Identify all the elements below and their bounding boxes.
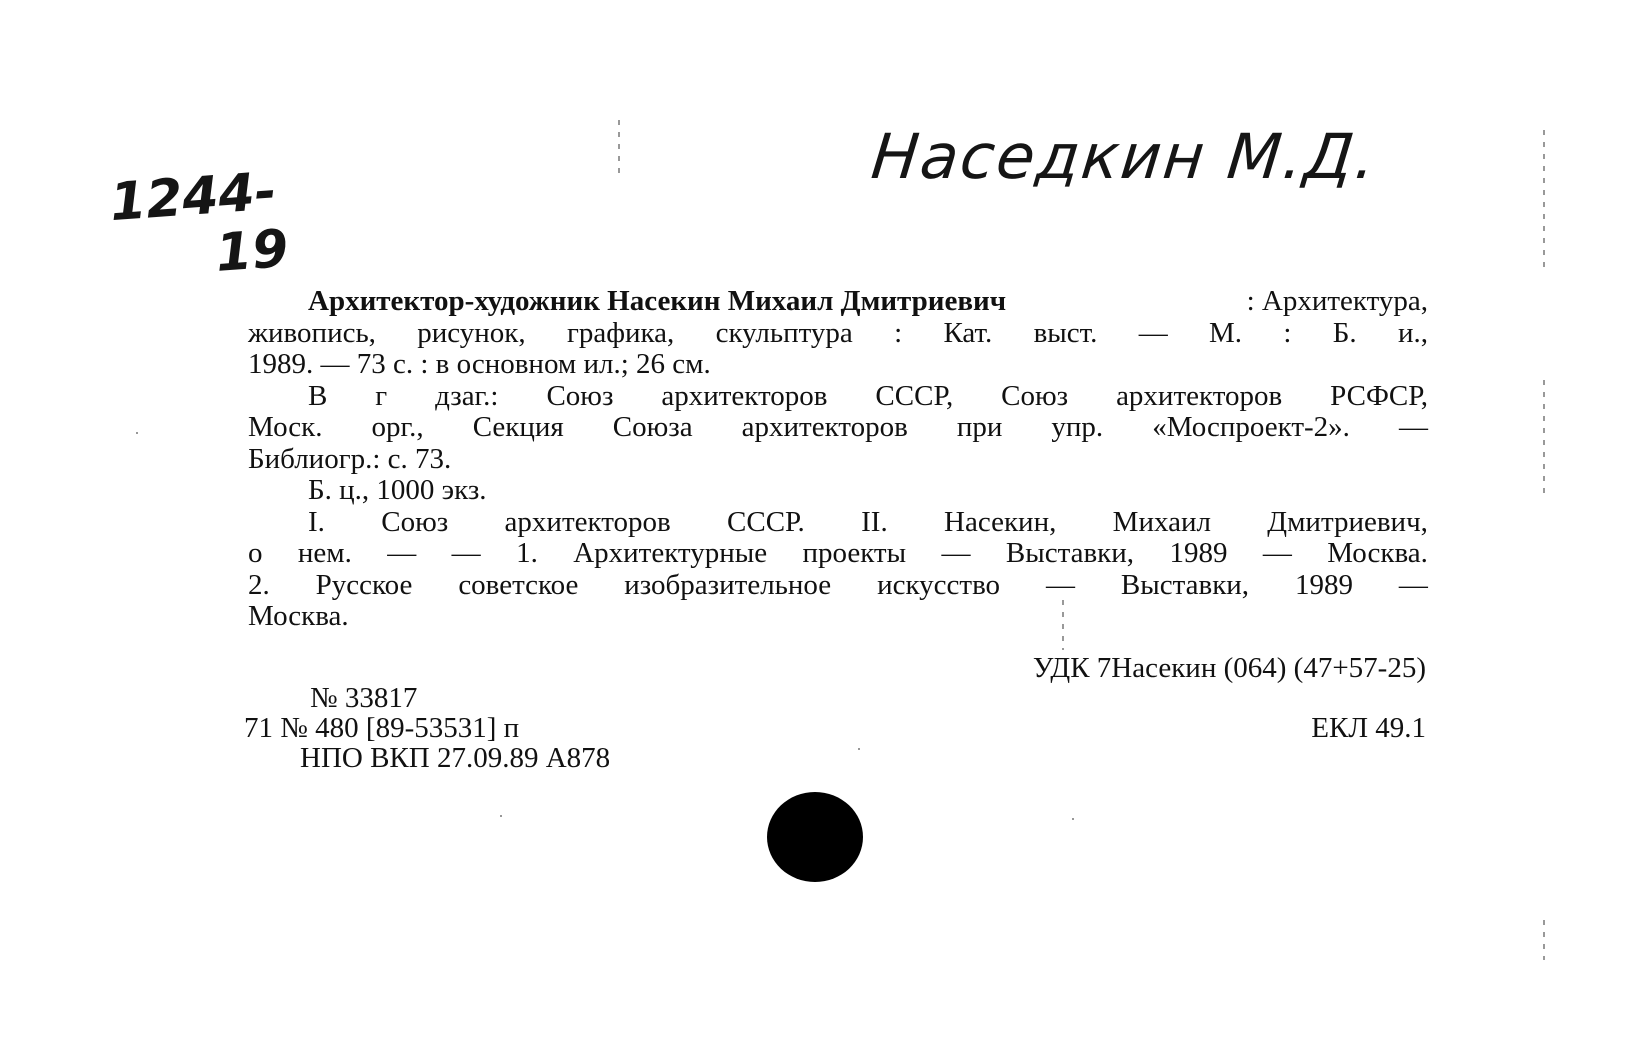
entry-word: рисунок, <box>417 316 526 349</box>
entry-word: Михаил <box>1112 505 1211 538</box>
entry-word: при <box>956 411 1003 443</box>
entry-word: советское <box>458 568 579 601</box>
entry-word: Архитектурные <box>573 537 768 569</box>
speck <box>500 815 502 817</box>
entry-word: графика, <box>566 316 675 349</box>
record-number: № 33817 <box>310 682 418 714</box>
scan-dots <box>1543 920 1545 960</box>
entry-word: — <box>1398 568 1428 601</box>
entry-word: архитекторов <box>1116 379 1283 412</box>
entry-word: Дмитриевич, <box>1267 505 1428 538</box>
entry-word: СССР, <box>875 379 954 412</box>
speck <box>136 432 138 434</box>
entry-word: изобразительное <box>624 568 832 601</box>
entry-line1-rest: : Архитектура, <box>1246 285 1428 317</box>
speck <box>1072 818 1074 820</box>
entry-word: архитекторов <box>661 379 828 412</box>
entry-word: I. <box>308 505 325 538</box>
entry-line-6: Библиогр.: с. 73. <box>248 442 452 475</box>
entry-word: РСФСР, <box>1330 379 1428 412</box>
entry-word: Выставки, <box>1005 537 1135 569</box>
entry-word: архитекторов <box>504 505 671 538</box>
entry-word: дзаг.: <box>435 379 499 412</box>
entry-word: проекты <box>802 537 907 569</box>
call-number-line2: 19 <box>213 218 291 284</box>
entry-title: Архитектор-художник Насекин Михаил Дмитриевич <box>308 285 1007 317</box>
entry-word: : <box>1283 316 1292 349</box>
entry-word: — <box>1398 411 1428 443</box>
entry-word: Союза <box>612 411 693 443</box>
entry-word: выст. <box>1033 316 1098 349</box>
entry-line-2 <box>248 318 1428 350</box>
entry-word: — <box>451 537 481 569</box>
entry-word: 1989 <box>1169 537 1228 569</box>
entry-word: Секция <box>472 411 564 443</box>
entry-line-7: Б. ц., 1000 экз. <box>308 474 487 506</box>
entry-word: Насекин, <box>944 505 1057 538</box>
entry-word: Союз <box>546 379 614 412</box>
entry-word: архитекторов <box>741 411 908 443</box>
entry-line-8 <box>248 507 1428 539</box>
entry-line-9 <box>248 538 1428 570</box>
entry-word: — <box>1045 568 1075 601</box>
entry-word: Б. <box>1332 316 1357 349</box>
handwritten-call-number <box>108 162 290 290</box>
entry-line-11: Москва. <box>248 600 349 632</box>
handwritten-author-name: Наседкин М.Д. <box>868 120 1381 193</box>
entry-word: — <box>387 537 417 569</box>
entry-line-10 <box>248 570 1428 602</box>
speck <box>858 748 860 750</box>
scan-dots <box>618 120 620 180</box>
entry-word: СССР. <box>727 505 805 538</box>
entry-line-4 <box>248 381 1428 413</box>
entry-word: живопись, <box>248 316 376 349</box>
entry-line-1 <box>248 286 1428 318</box>
entry-word: — <box>1262 537 1292 569</box>
entry-word: Кат. <box>943 316 993 349</box>
entry-word: скульптура <box>715 316 853 349</box>
entry-word: орг., <box>371 411 424 443</box>
scan-dots <box>1543 130 1545 270</box>
entry-word: 1. <box>516 537 538 569</box>
entry-word: В <box>308 379 328 412</box>
ekl-code: ЕКЛ 49.1 <box>1311 712 1426 744</box>
entry-word: II. <box>861 505 888 538</box>
entry-line-3: 1989. — 73 с. : в основном ил.; 26 см. <box>248 348 711 380</box>
entry-word: Союз <box>1001 379 1069 412</box>
scan-dots <box>1543 380 1545 500</box>
entry-word: Москва. <box>1327 537 1428 569</box>
entry-word: искусство <box>877 568 1001 601</box>
npo-code: НПО ВКП 27.09.89 А878 <box>300 742 611 774</box>
entry-word: о <box>248 537 263 569</box>
order-number: 71 № 480 [89-53531] п <box>244 712 520 744</box>
entry-word: — <box>941 537 971 569</box>
entry-word: «Моспроект-2». <box>1152 411 1350 443</box>
call-number-line1: 1244- <box>108 161 279 234</box>
entry-word: : <box>894 316 903 349</box>
entry-word: 2. <box>248 568 270 601</box>
entry-word: М. <box>1209 316 1243 349</box>
entry-word: Союз <box>381 505 449 538</box>
bibliographic-entry <box>248 286 1428 633</box>
entry-word: Русское <box>315 568 413 601</box>
entry-word: Выставки, <box>1120 568 1250 601</box>
entry-word: Моск. <box>248 411 323 443</box>
entry-word: 1989 <box>1294 568 1353 601</box>
entry-word: нем. <box>297 537 352 569</box>
scan-dots <box>1062 600 1064 650</box>
punch-hole <box>767 792 863 882</box>
entry-word: — <box>1138 316 1168 349</box>
entry-word: упр. <box>1051 411 1104 443</box>
entry-word: г <box>375 379 388 412</box>
udk-code: УДК 7Насекин (064) (47+57-25) <box>1032 652 1426 684</box>
entry-word: и., <box>1397 316 1428 349</box>
entry-line-5 <box>248 412 1428 444</box>
